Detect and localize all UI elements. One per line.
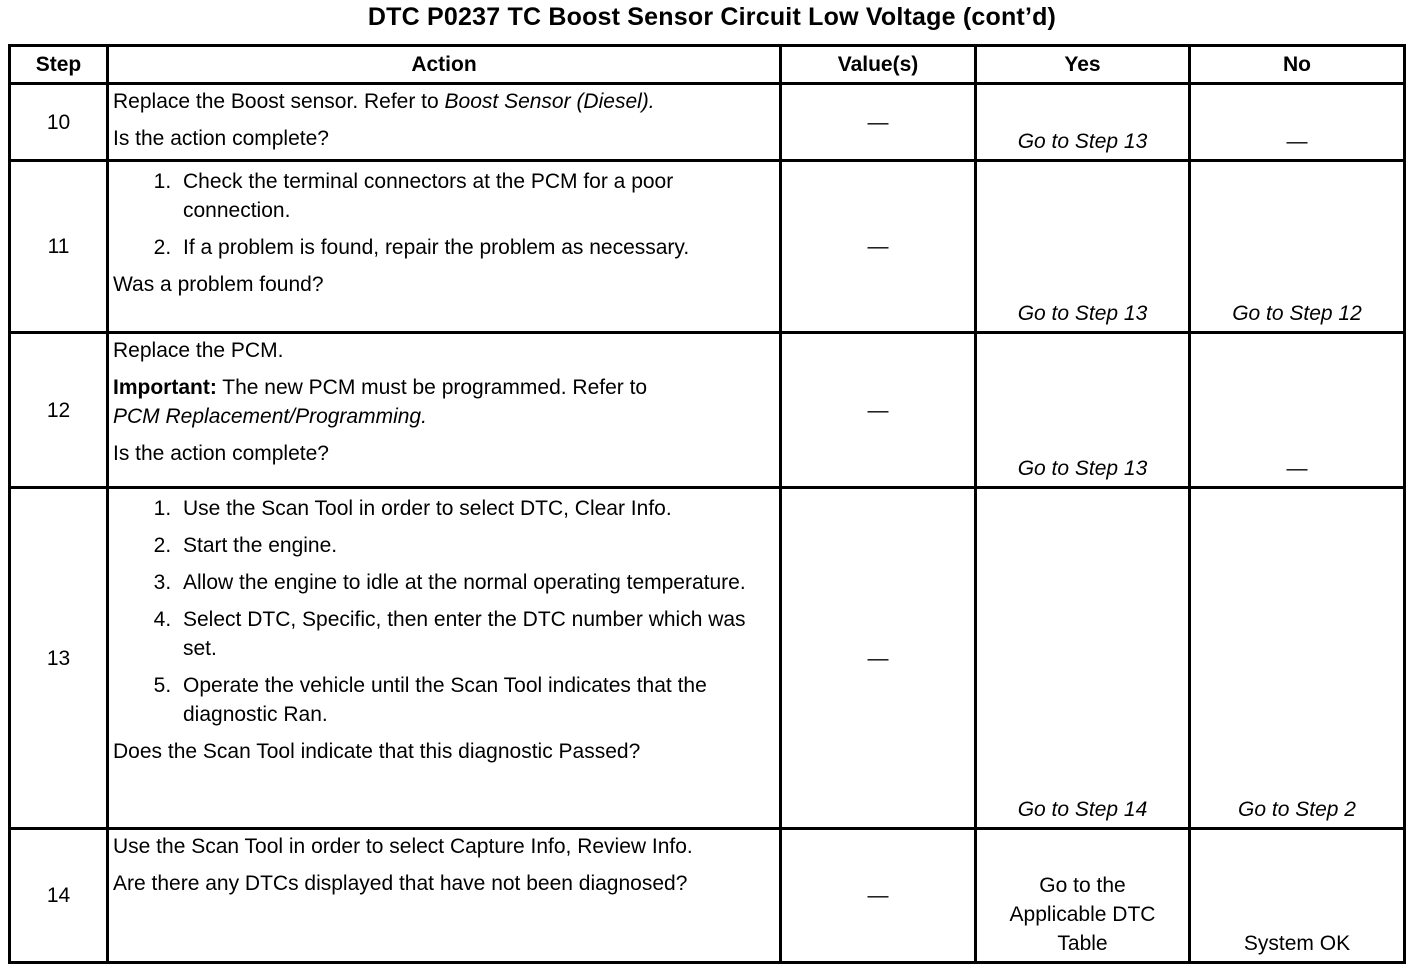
table-row-step-10 [10, 84, 1405, 161]
column-header-no: No [1190, 46, 1405, 84]
no-result: — [1190, 84, 1405, 161]
action-instruction: Replace the PCM. [113, 339, 284, 362]
no-result: Go to Step 2 [1190, 488, 1405, 829]
table-row-step-11 [10, 161, 1405, 333]
diagnostic-table [8, 44, 1406, 964]
step-number: 11 [10, 161, 108, 333]
list-item: 2. If a problem is found, repair the problem as necessary. [177, 233, 775, 262]
action-question: Was a problem found? [113, 273, 324, 296]
table-row-step-14 [10, 829, 1405, 963]
action-steps-list [113, 167, 775, 262]
action-question: Is the action complete? [113, 127, 329, 150]
reference-link[interactable]: Boost Sensor (Diesel). [444, 90, 655, 113]
action-instruction: Use the Scan Tool in order to select Capture Info, Review Info. [113, 835, 693, 858]
yes-result: Go to Step 13 [976, 333, 1190, 488]
no-result: Go to Step 12 [1190, 161, 1405, 333]
list-item: 5. Operate the vehicle until the Scan Tool indicates that the diagnostic Ran. [177, 671, 775, 729]
list-item: 4. Select DTC, Specific, then enter the DTC number which was set. [177, 605, 775, 663]
action-steps-list [113, 494, 775, 729]
action-question: Are there any DTCs displayed that have not been diagnosed? [113, 872, 688, 895]
step-number: 10 [10, 84, 108, 161]
list-item: 3. Allow the engine to idle at the normal operating temperature. [177, 568, 775, 597]
yes-result: Go to Step 13 [976, 84, 1190, 161]
value-cell: — [781, 829, 976, 963]
action-instruction [113, 87, 775, 116]
action-cell [108, 161, 781, 333]
list-item: 2. Start the engine. [177, 531, 775, 560]
list-item: 1. Use the Scan Tool in order to select DTC, Clear Info. [177, 494, 775, 523]
value-cell: — [781, 488, 976, 829]
important-label: Important: [113, 376, 217, 399]
list-item: 1. Check the terminal connectors at the PCM for a poor connection. [177, 167, 775, 225]
step-number: 13 [10, 488, 108, 829]
action-question: Is the action complete? [113, 442, 329, 465]
value-cell: — [781, 84, 976, 161]
yes-result: Go to the Applicable DTC Table [976, 829, 1190, 963]
table-row-step-13 [10, 488, 1405, 829]
column-header-step: Step [10, 46, 108, 84]
value-cell: — [781, 333, 976, 488]
reference-link[interactable]: PCM Replacement/Programming. [113, 405, 427, 428]
header-row [10, 46, 1405, 84]
column-header-yes: Yes [976, 46, 1190, 84]
action-cell [108, 84, 781, 161]
yes-result: Go to Step 14 [976, 488, 1190, 829]
action-cell [108, 333, 781, 488]
value-cell: — [781, 161, 976, 333]
step-number: 12 [10, 333, 108, 488]
important-text: The new PCM must be programmed. Refer to [216, 376, 648, 399]
action-cell [108, 488, 781, 829]
no-result: — [1190, 333, 1405, 488]
action-cell [108, 829, 781, 963]
action-question: Does the Scan Tool indicate that this diagnostic Passed? [113, 740, 641, 763]
no-result: System OK [1190, 829, 1405, 963]
yes-result: Go to Step 13 [976, 161, 1190, 333]
table-row-step-12 [10, 333, 1405, 488]
document-title: DTC P0237 TC Boost Sensor Circuit Low Voltage (cont’d) [367, 3, 1057, 31]
step-number: 14 [10, 829, 108, 963]
column-header-values: Value(s) [781, 46, 976, 84]
action-text: Replace the Boost sensor. Refer to [113, 90, 445, 113]
column-header-action: Action [108, 46, 781, 84]
important-note [113, 373, 775, 431]
